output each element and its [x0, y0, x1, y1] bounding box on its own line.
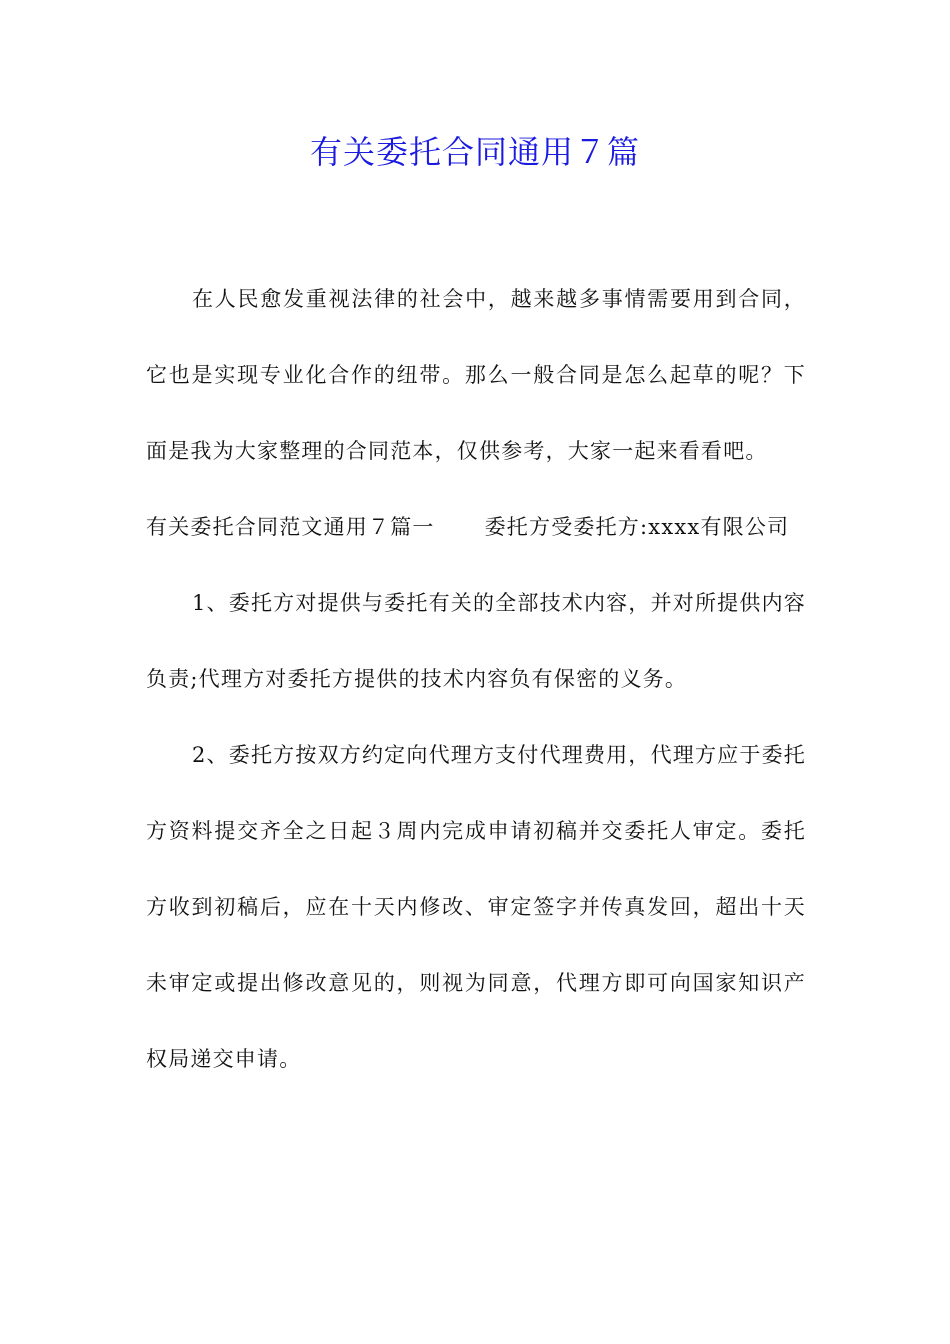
section-parties: 委托方受委托方:xxxx有限公司: [484, 515, 790, 539]
section-heading: 有关委托合同范文通用７篇一: [146, 515, 435, 539]
document-title: 有关委托合同通用７篇: [309, 133, 640, 171]
clause-2-paragraph: 2、委托方按双方约定向代理方支付代理费用，代理方应于委托方资料提交齐全之日起３周内完成申请初稿并交委托人审定。委托方收到初稿后，应在十天内修改、审定签字并传真发回，超出十天未审定或提出修改意见的，则视为同意，代理方即可向国家知识产权局递交申请。: [146, 743, 806, 1071]
intro-paragraph: 在人民愈发重视法律的社会中，越来越多事情需要用到合同，它也是实现专业化合作的纽带。那么一般合同是怎么起草的呢？下面是我为大家整理的合同范本，仅供参考，大家一起来看看吧。: [146, 287, 806, 463]
clause-1-paragraph: 1、委托方对提供与委托有关的全部技术内容，并对所提供内容负责;代理方对委托方提供的技术内容负有保密的义务。: [146, 591, 806, 691]
document-body: [146, 261, 806, 1097]
section-line: [146, 489, 806, 565]
